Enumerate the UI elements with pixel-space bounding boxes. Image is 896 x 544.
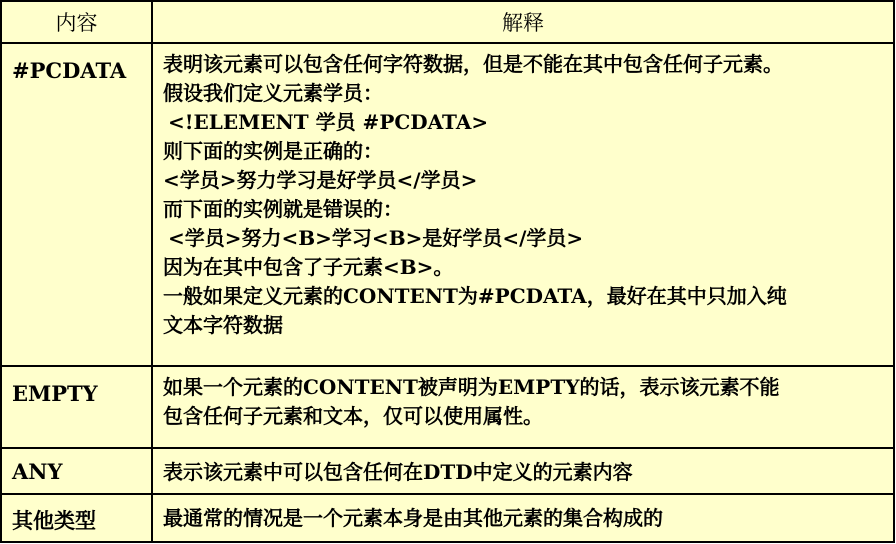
- table-row: [1, 448, 894, 494]
- table-row: [1, 494, 894, 542]
- description-line: 表明该元素可以包含任何字符数据，但是不能在其中包含任何子元素。: [163, 52, 783, 76]
- row-description: [152, 43, 894, 366]
- description-line: 表示该元素中可以包含任何在DTD中定义的元素内容: [163, 459, 633, 484]
- description-line: 假设我们定义元素学员：: [163, 81, 383, 105]
- description-line: <学员>努力学习是好学员</学员>: [163, 168, 478, 192]
- description-line: 如果一个元素的CONTENT被声明为EMPTY的话，表示该元素不能: [163, 375, 780, 400]
- row-term: 其他类型: [1, 494, 152, 542]
- table-header-row: [1, 1, 894, 43]
- header-explanation: 解释: [152, 1, 894, 43]
- row-term: ANY: [1, 448, 152, 494]
- header-content: 内容: [1, 1, 152, 43]
- description-line: 因为在其中包含了子元素<B>。: [163, 255, 454, 279]
- row-description: [152, 366, 894, 447]
- table-row: [1, 366, 894, 447]
- row-term: #PCDATA: [1, 43, 152, 366]
- description-line: 最通常的情况是一个元素本身是由其他元素的集合构成的: [163, 505, 663, 530]
- description-line: 一般如果定义元素的CONTENT为#PCDATA，最好在其中只加入纯: [163, 284, 787, 308]
- description-line: 而下面的实例就是错误的：: [163, 197, 403, 221]
- table-row: [1, 43, 894, 366]
- description-line: 包含任何子元素和文本，仅可以使用属性。: [163, 404, 543, 429]
- description-line: 文本字符数据: [163, 313, 283, 337]
- row-description: [152, 494, 894, 542]
- description-line: 则下面的实例是正确的：: [163, 139, 383, 163]
- row-term: EMPTY: [1, 366, 152, 447]
- description-line: <!ELEMENT 学员 #PCDATA>: [168, 110, 489, 134]
- description-line: <学员>努力<B>学习<B>是好学员</学员>: [168, 226, 584, 250]
- row-description: [152, 448, 894, 494]
